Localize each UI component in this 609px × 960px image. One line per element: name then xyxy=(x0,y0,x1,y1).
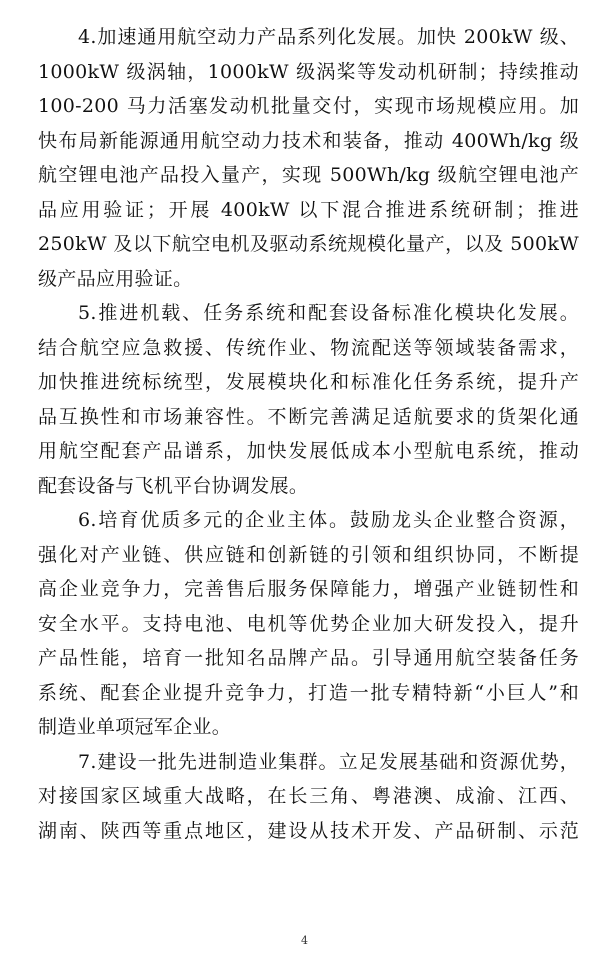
document-page xyxy=(38,0,579,960)
text-line: 航空锂电池产品投入量产，实现 500Wh/kg 级航空锂电池产 xyxy=(38,164,579,186)
text-line: 250kW 及以下航空电机及驱动系统规模化量产，以及 500kW xyxy=(38,233,579,255)
text-line: 100-200 马力活塞发动机批量交付，实现市场规模应用。加 xyxy=(38,95,579,117)
paragraph-6-enterprises xyxy=(38,503,579,745)
text-line: 级产品应用验证。 xyxy=(38,267,193,290)
page-number: 4 xyxy=(301,934,308,947)
text-line: 结合航空应急救援、传统作业、物流配送等领域装备需求， xyxy=(38,336,579,359)
text-line: 品互换性和市场兼容性。不断完善满足适航要求的货架化通 xyxy=(38,405,579,428)
text-line: 湖南、陕西等重点地区，建设从技术开发、产品研制、示范 xyxy=(38,819,579,842)
text-line: 用航空配套产品谱系，加快发展低成本小型航电系统，推动 xyxy=(38,440,579,462)
text-line: 6.培育优质多元的企业主体。鼓励龙头企业整合资源， xyxy=(78,509,579,531)
text-line: 配套设备与飞机平台协调发展。 xyxy=(38,474,309,497)
paragraph-7-industry-clusters xyxy=(38,745,579,849)
text-line: 强化对产业链、供应链和创新链的引领和组织协同，不断提 xyxy=(38,543,579,566)
text-line: 1000kW 级涡轴，1000kW 级涡桨等发动机研制；持续推动 xyxy=(38,60,579,83)
text-line: 快布局新能源通用航空动力技术和装备，推动 400Wh/kg 级 xyxy=(38,129,579,152)
text-line: 产品性能，培育一批知名品牌产品。引导通用航空装备任务 xyxy=(38,647,579,669)
text-line: 5.推进机载、任务系统和配套设备标准化模块化发展。 xyxy=(78,302,579,324)
text-line: 对接国家区域重大战略，在长三角、粤港澳、成渝、江西、 xyxy=(38,785,579,807)
text-line: 制造业单项冠军企业。 xyxy=(38,716,232,738)
text-line: 高企业竞争力，完善售后服务保障能力，增强产业链韧性和 xyxy=(38,578,579,600)
text-line: 系统、配套企业提升竞争力，打造一批专精特新“小巨人”和 xyxy=(38,681,579,704)
paragraph-5-airborne-systems xyxy=(38,296,579,503)
text-line: 4.加速通用航空动力产品系列化发展。加快 200kW 级、 xyxy=(78,26,579,48)
text-line: 安全水平。支持电池、电机等优势企业加大研发投入，提升 xyxy=(38,612,579,635)
text-line: 品应用验证；开展 400kW 以下混合推进系统研制；推进 xyxy=(38,198,579,221)
text-line: 加快推进统标统型，发展模块化和标准化任务系统，提升产 xyxy=(38,371,579,393)
text-line: 7.建设一批先进制造业集群。立足发展基础和资源优势， xyxy=(78,750,579,773)
paragraph-4-aviation-power xyxy=(38,20,579,296)
